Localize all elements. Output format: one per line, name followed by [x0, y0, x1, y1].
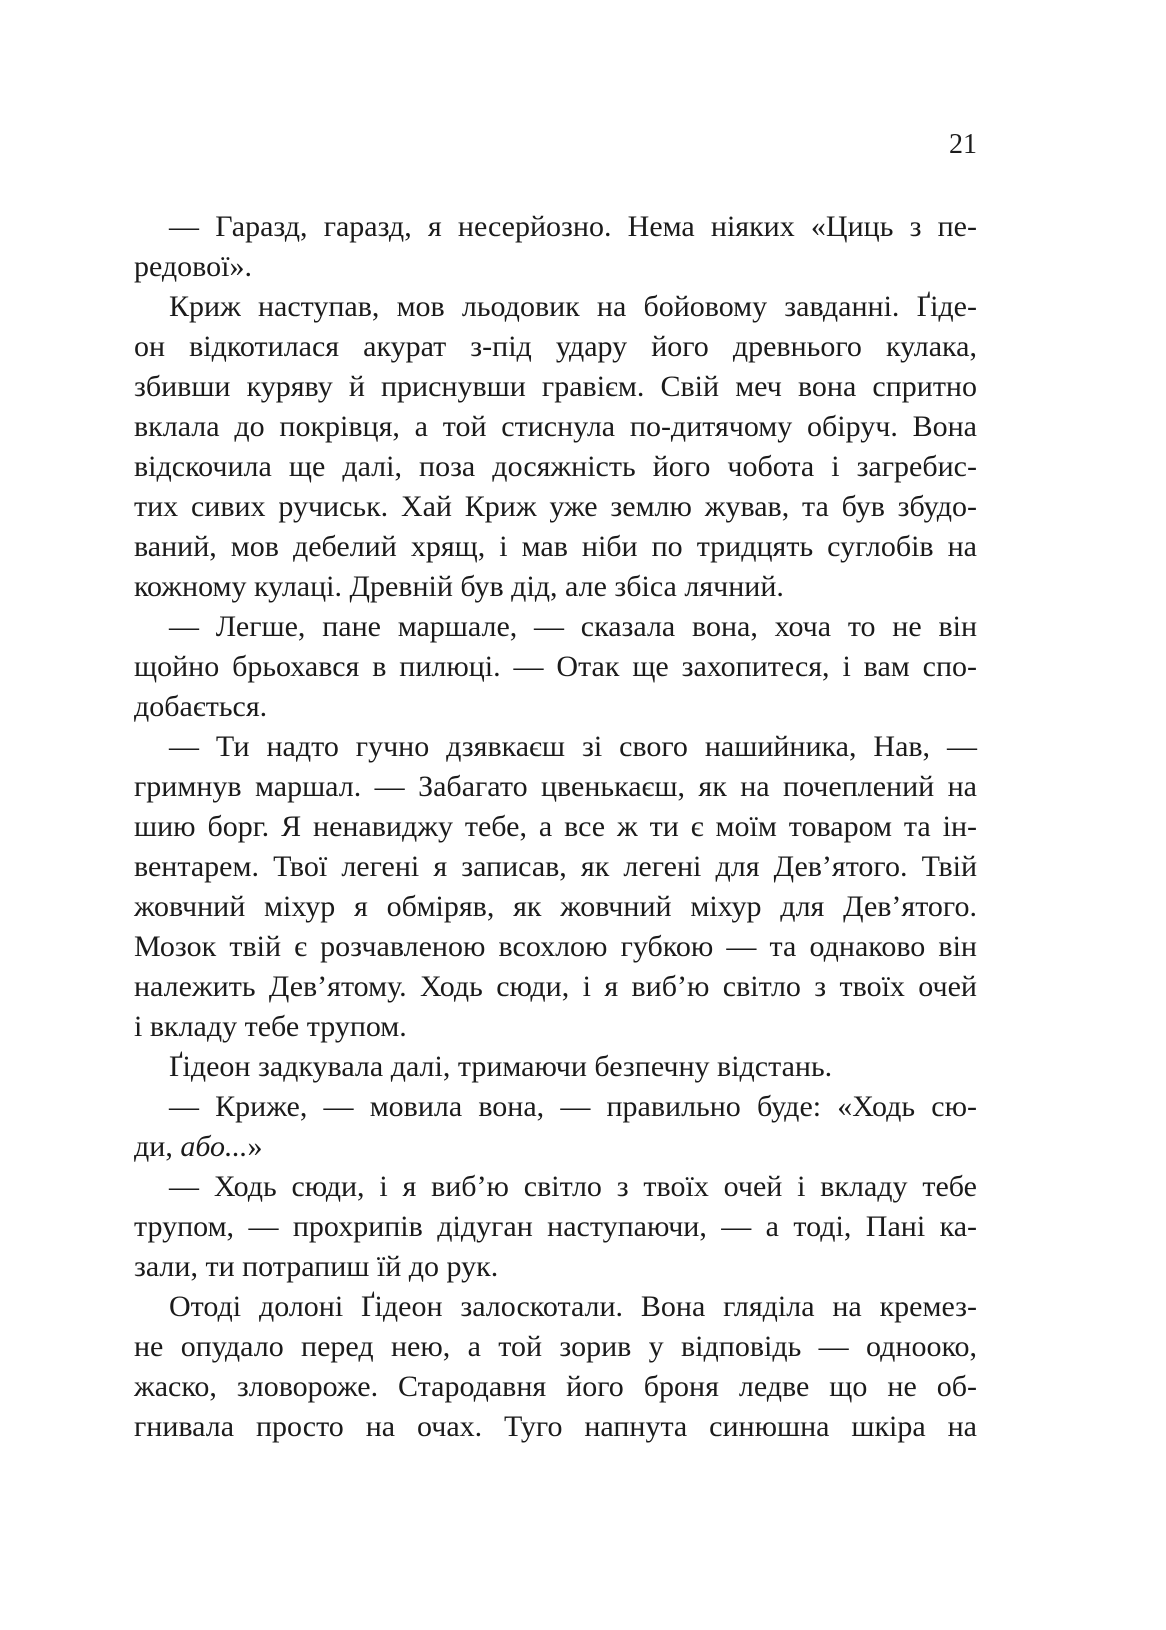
text-line: гримнув маршал. — Забагато цвенькаєш, як на почеплений на — [134, 770, 977, 803]
text-line: трупом, — прохрипів дідуган наступаючи, — а тоді, Пані ка- — [134, 1210, 977, 1243]
text-line — [134, 1127, 977, 1167]
body-text — [134, 207, 977, 1447]
italic-text-run: або... — [180, 1130, 248, 1163]
text-line: добається. — [134, 690, 268, 723]
text-line: відскочила ще далі, поза досяжність його чобота і загребис- — [134, 450, 977, 483]
text-line: — Ходь сюди, і я виб’ю світло з твоїх очей і вкладу тебе — [169, 1170, 977, 1203]
text-line: Ґідеон задкувала далі, тримаючи безпечну відстань. — [169, 1050, 833, 1083]
text-line: тих сивих ручиськ. Хай Криж уже землю жував, та був збудо- — [134, 490, 977, 523]
text-line: зали, ти потрапиш їй до рук. — [134, 1250, 499, 1283]
text-line: жаско, зловороже. Стародавня його броня ледве що не об- — [134, 1370, 977, 1403]
text-line: он відкотилася акурат з-під удару його древнього кулака, — [134, 330, 977, 363]
text-line: — Криже, — мовила вона, — правильно буде: «Ходь сю- — [169, 1090, 977, 1123]
text-line: належить Дев’ятому. Ходь сюди, і я виб’ю світло з твоїх очей — [134, 970, 977, 1003]
text-line: Криж наступав, мов льодовик на бойовому завданні. Ґіде- — [169, 290, 977, 323]
text-line: — Легше, пане маршале, — сказала вона, хоча то не він — [169, 610, 977, 643]
text-run: ди, — [134, 1130, 181, 1163]
text-line: жовчний міхур я обміряв, як жовчний міхур для Дев’ятого. — [134, 890, 977, 923]
text-line: — Ти надто гучно дзявкаєш зі свого нашийника, Нав, — — [169, 730, 977, 763]
text-line: вклала до покрівця, а той стиснула по-дитячому обіруч. Вона — [134, 410, 977, 443]
text-line: вентарем. Твої легені я записав, як легені для Дев’ятого. Твій — [134, 850, 977, 883]
text-line: шию борг. Я ненавиджу тебе, а все ж ти є моїм товаром та ін- — [134, 810, 977, 843]
text-line: збивши куряву й приснувши гравієм. Свій меч вона спритно — [134, 370, 977, 403]
text-run: » — [247, 1130, 263, 1163]
text-line: Мозок твій є розчавленою всохлою губкою — та однаково він — [134, 930, 977, 963]
text-line: — Гаразд, гаразд, я несерйозно. Нема ніяких «Циць з пе- — [169, 210, 977, 243]
text-line: гнивала просто на очах. Туго напнута синюшна шкіра на — [134, 1410, 977, 1443]
text-line: щойно брьохався в пилюці. — Отак ще захопитеся, і вам спо- — [134, 650, 977, 683]
text-line: і вкладу тебе трупом. — [134, 1010, 407, 1043]
text-line: редової». — [134, 250, 252, 283]
text-line: не опудало перед нею, а той зорив у відповідь — однооко, — [134, 1330, 977, 1363]
text-line: кожному кулаці. Древній був дід, але збіса лячний. — [134, 570, 784, 603]
page-number: 21 — [949, 129, 977, 160]
text-line: ваний, мов дебелий хрящ, і мав ніби по тридцять суглобів на — [134, 530, 977, 563]
text-line: Отоді долоні Ґідеон залоскотали. Вона гляділа на кремез- — [169, 1290, 977, 1323]
